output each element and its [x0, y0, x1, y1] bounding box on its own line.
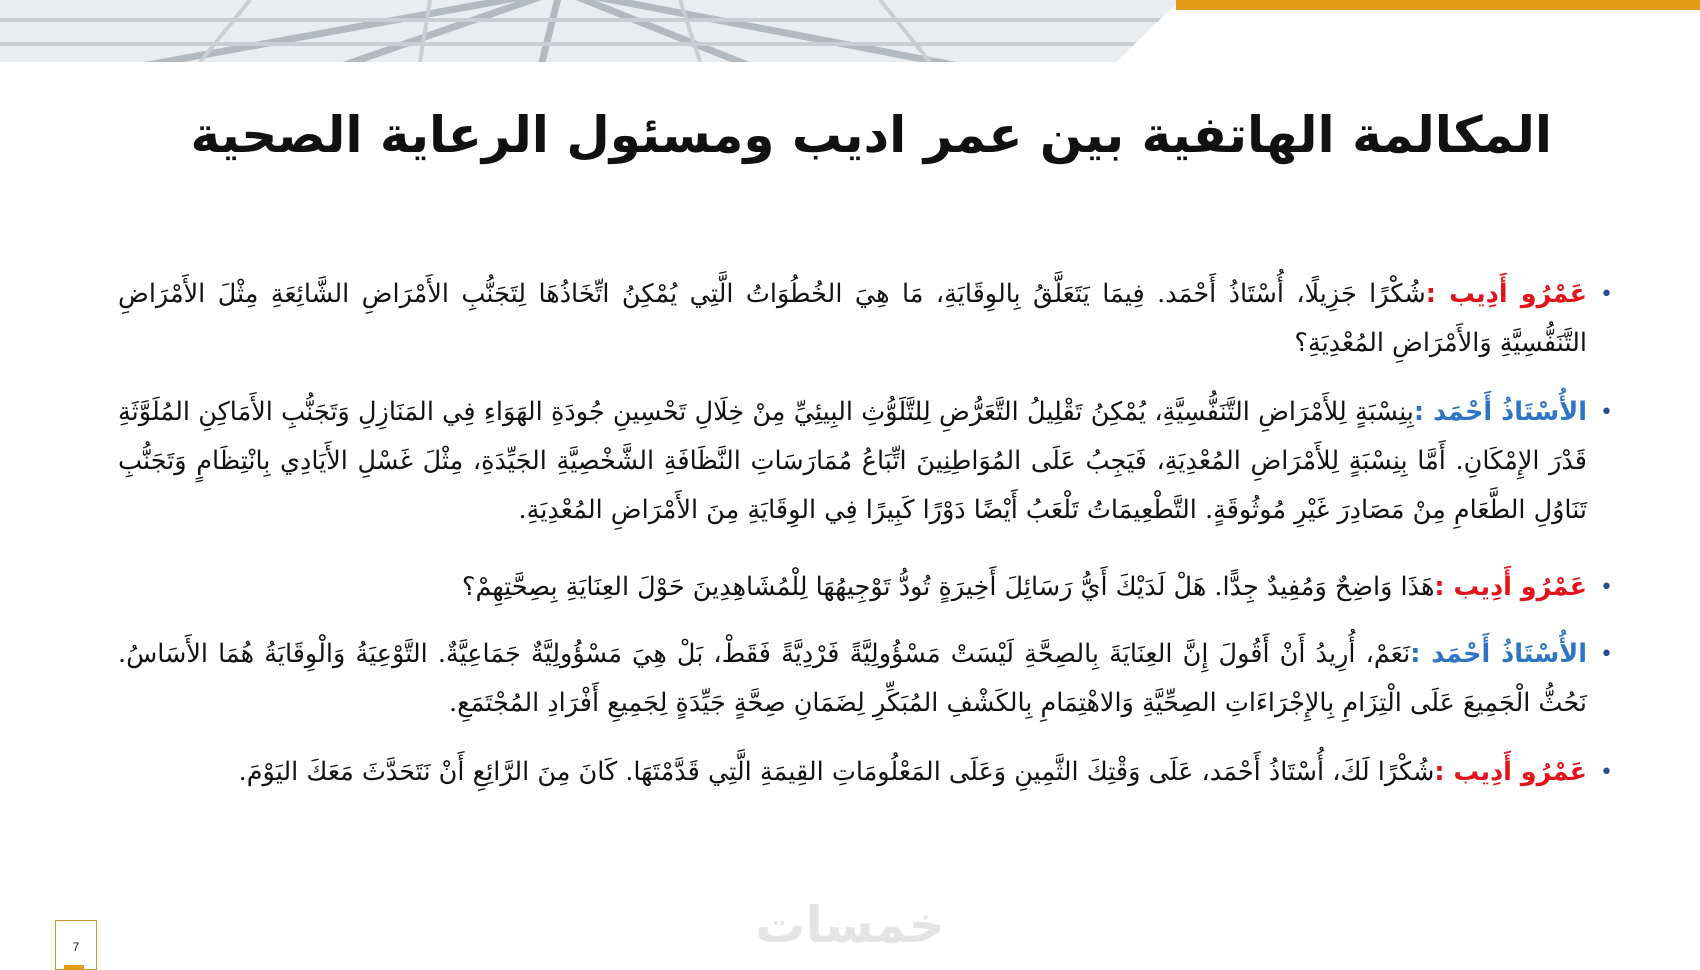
dialogue-item [118, 270, 1613, 368]
bullet-icon: • [1600, 575, 1613, 600]
page-number-accent [64, 965, 84, 970]
bullet-icon: • [1600, 282, 1613, 307]
speaker-label: عَمْرُو أَدِيب : [1434, 572, 1587, 602]
dialogue-item [118, 563, 1613, 612]
bullet-icon: • [1600, 760, 1613, 785]
dialogue-item [118, 388, 1613, 535]
bullet-icon: • [1600, 642, 1613, 667]
dialogue-text: نَعَمْ، أُرِيدُ أَنْ أَقُولَ إِنَّ العِنَايَةَ بِالصِحَّةِ لَيْسَتْ مَسْؤُولِيَّةً فَرْدِيَّةً فَقَطْ، بَلْ هِيَ مَسْؤُولِيَّةٌ جَمَاعِيَّةٌ. التَّوْعِيَةُ وَالْوِقَايَةُ هُمَا الأَسَاسُ. نَحُثُّ الْجَمِيعَ عَلَى الْتِزَامِ بِالإِجْرَاءَاتِ الصِحِّيَّةِ وَالاهْتِمَامِ بِالكَشْفِ المُبَكِّرِ لِضَمَانِ صِحَّةٍ جَيِّدَةٍ لِجَمِيعِ أَفْرَادِ المُجْتَمَعِ. [118, 639, 1587, 718]
dialogue-text: شُكْرًا لَكَ، أُسْتَاذُ أَحْمَد، عَلَى وَقْتِكَ الثَّمِينِ وَعَلَى المَعْلُومَاتِ القِيمَةِ الَّتِي قَدَّمْتَهَا. كَانَ مِنَ الرَّائِعِ أَنْ نَتَحَدَّثَ مَعَكَ اليَوْمَ. [238, 757, 1435, 787]
header-accent-bar [1176, 0, 1700, 10]
speaker-label: الأُسْتَاذُ أَحْمَد : [1410, 639, 1587, 669]
slide-title: المكالمة الهاتفية بين عمر اديب ومسئول الرعاية الصحية [190, 106, 1552, 164]
skylight-roof-graphic [0, 0, 1180, 62]
dialogue-item [118, 630, 1613, 728]
bullet-icon: • [1600, 400, 1613, 425]
page-number-box [55, 920, 97, 970]
dialogue-item [118, 748, 1613, 797]
dialogue-list [118, 270, 1613, 812]
header-banner-image [0, 0, 1180, 62]
watermark-logo: خمسات [755, 896, 945, 954]
speaker-label: عَمْرُو أَدِيب : [1425, 279, 1588, 309]
speaker-label: الأُسْتَاذُ أَحْمَد : [1413, 397, 1587, 427]
dialogue-text: هَذَا وَاضِحٌ وَمُفِيدٌ جِدًّا. هَلْ لَدَيْكَ أَيُّ رَسَائِلَ أَخِيرَةٍ تُودُّ تَوْجِيهُهَا لِلْمُشَاهِدِينَ حَوْلَ العِنَايَةِ بِصِحَّتِهِمْ؟ [461, 572, 1435, 602]
dialogue-text: شُكْرًا جَزِيلًا، أُسْتَاذُ أَحْمَد. فِيمَا يَتَعَلَّقُ بِالوِقَايَةِ، مَا هِيَ الخُطُوَاتُ الَّتِي يُمْكِنُ اتِّخَاذُهَا لِتَجَنُّبِ الأَمْرَاضِ الشَّائِعَةِ مِثْلَ الأَمْرَاضِ التَّنَفُّسِيَّةِ وَالأَمْرَاضِ المُعْدِيَةِ؟ [118, 279, 1587, 358]
dialogue-text: بِنِسْبَةٍ لِلأَمْرَاضِ التَّنَفُّسِيَّةِ، يُمْكِنُ تَقْلِيلُ التَّعَرُّضِ لِلتَّلَوُّثِ البِيئِيِّ مِنْ خِلَالِ تَحْسِينِ جُودَةِ الهَوَاءِ فِي المَنَازِلِ وَتَجَنُّبِ الأَمَاكِنِ المُلَوَّثَةِ قَدْرَ الإِمْكَانِ. أَمَّا بِنِسْبَةٍ لِلأَمْرَاضِ المُعْدِيَةِ، فَيَجِبُ عَلَى المُوَاطِنِينَ اتِّبَاعُ مُمَارَسَاتِ النَّظَافَةِ الشَّخْصِيَّةِ الجَيِّدَةِ، مِثْلَ غَسْلِ الأَيَادِي بِانْتِظَامٍ وَتَجَنُّبِ تَنَاوُلِ الطَّعَامِ مِنْ مَصَادِرَ غَيْرِ مُوثُوقَةٍ. التَّطْعِيمَاتُ تَلْعَبُ أَيْضًا دَوْرًا كَبِيرًا فِي الوِقَايَةِ مِنَ الأَمْرَاضِ المُعْدِيَةِ. [118, 397, 1587, 525]
page-number: 7 [72, 940, 80, 954]
speaker-label: عَمْرُو أَدِيب : [1434, 757, 1587, 787]
